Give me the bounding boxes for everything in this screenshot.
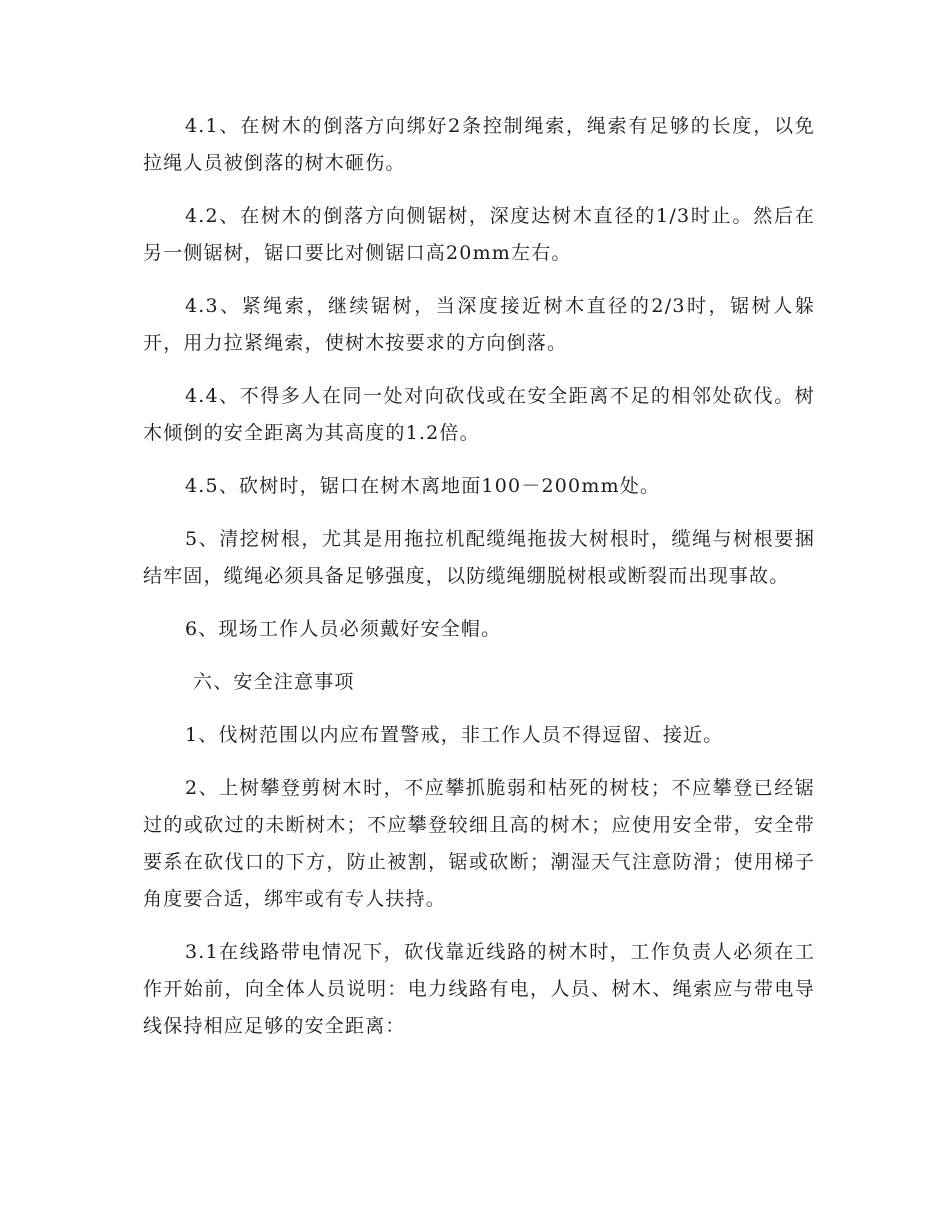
paragraph-4-5: 4.5、砍树时，锯口在树木离地面100－200mm处。 [185,475,661,497]
paragraph-4-4: 4.4、不得多人在同一处对向砍伐或在安全距离不足的相邻处砍伐。树木倾倒的安全距离为其高度的1.2倍。 [143,385,815,444]
paragraph-4-1: 4.1、在树木的倒落方向绑好2条控制绳索，绳索有足够的长度，以免拉绳人员被倒落的树木砸伤。 [143,115,815,174]
safety-item-1: 1、伐树范围以内应布置警戒，非工作人员不得逗留、接近。 [185,724,724,746]
safety-item-2: 2、上树攀登剪树木时，不应攀抓脆弱和枯死的树枝；不应攀登已经锯过的或砍过的未断树木；不应攀登较细且高的树木；应使用安全带，安全带要系在砍伐口的下方，防止被割，锯或砍断；潮湿天气注意防滑；使用梯子角度要合适，绑牢或有专人扶持。 [143,777,815,910]
paragraph-5: 5、清挖树根，尤其是用拖拉机配缆绳拖拔大树根时，缆绳与树根要捆结牢固，缆绳必须具备足够强度，以防缆绳绷脱树根或断裂而出现事故。 [143,528,815,587]
section-heading: 六、安全注意事项 [193,671,355,693]
paragraph-4-2: 4.2、在树木的倒落方向侧锯树，深度达树木直径的1/3时止。然后在另一侧锯树，锯口要比对侧锯口高20mm左右。 [143,205,815,264]
safety-item-3-1: 3.1在线路带电情况下，砍伐靠近线路的树木时，工作负责人必须在工作开始前，向全体人员说明：电力线路有电，人员、树木、绳索应与带电导线保持相应足够的安全距离： [143,941,815,1037]
document-body [143,108,815,1061]
paragraph-4-3: 4.3、紧绳索，继续锯树，当深度接近树木直径的2/3时，锯树人躲开，用力拉紧绳索，使树木按要求的方向倒落。 [143,295,815,354]
paragraph-6: 6、现场工作人员必须戴好安全帽。 [185,618,502,640]
